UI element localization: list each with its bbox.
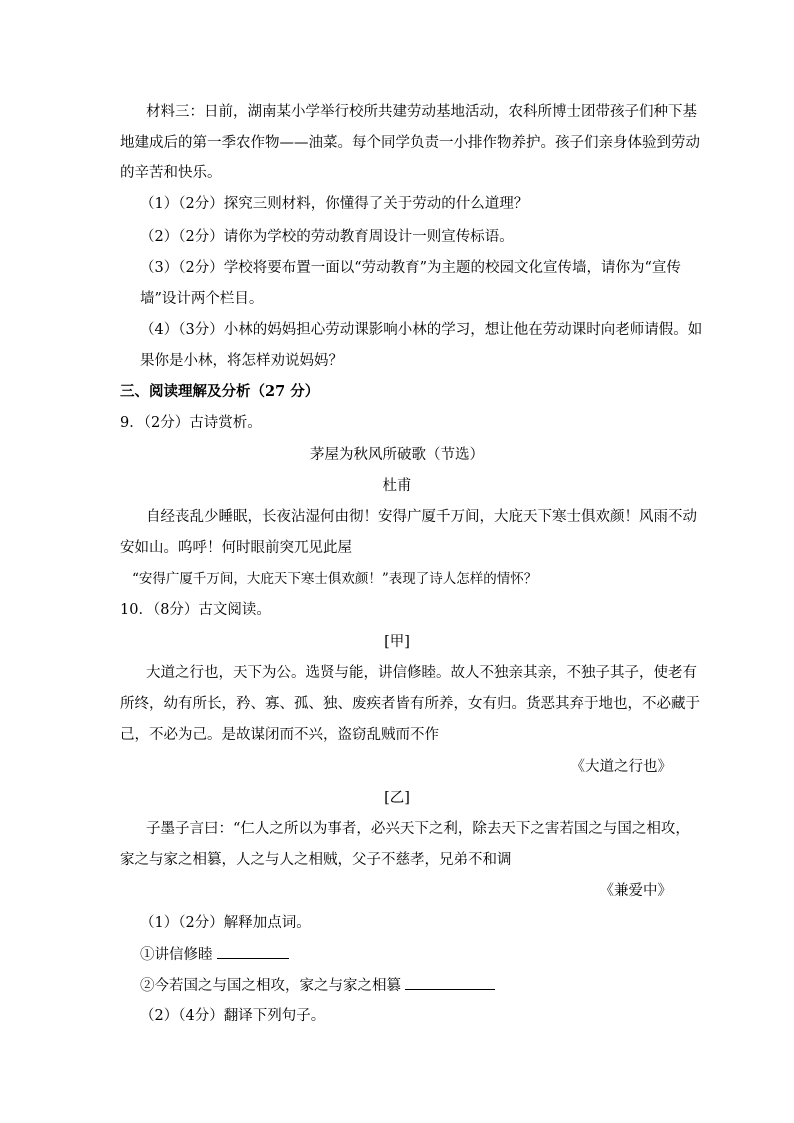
- poem-title: 茅屋为秋风所破歌（节选）: [310, 447, 484, 463]
- yi-source: 《兼爱中》: [599, 883, 672, 899]
- material3-line2: 地建成后的第一季农作物——油菜。每个同学负责一小排作物养护。孩子们亲身体验到劳动: [120, 135, 700, 151]
- q9-stem: 9．（2分）古诗赏析。: [120, 415, 262, 431]
- answer-blank-1[interactable]: [217, 944, 289, 959]
- jia-line2: 所终，幼有所长，矜、寡、孤、独、废疾者皆有所养，女有归。货恶其弃于地也，不必藏于: [120, 696, 700, 712]
- q8-sub1: （1）（2分）探究三则材料，你懂得了关于劳动的什么道理？: [140, 196, 529, 212]
- yi-line1: 子墨子言曰：“仁人之所以为事者，必兴天下之利，除去天下之害若国之与国之相攻，: [146, 821, 690, 837]
- poem-author: 杜甫: [382, 478, 412, 494]
- q8-sub2: （2）（2分）请你为学校的劳动教育周设计一则宣传标语。: [140, 229, 514, 245]
- jia-label: [甲]: [384, 634, 410, 650]
- yi-label: [乙]: [384, 790, 410, 806]
- q10-sub1-item2-row: [140, 975, 495, 996]
- q10-sub2: （2）（4分）翻译下列句子。: [140, 1008, 326, 1024]
- section3-heading: 三、阅读理解及分析（27 分）: [120, 383, 320, 400]
- q8-sub4-line1: （4）（3分）小林的妈妈担心劳动课影响小林的学习，想让他在劳动课时向老师请假。如: [140, 322, 703, 338]
- q10-sub1-item1-row: [140, 944, 289, 965]
- q8-sub3-line1: （3）（2分）学校将要布置一面以“劳动教育”为主题的校园文化宣传墙，请你为“宣传: [140, 260, 681, 276]
- poem-line2: 安如山。呜呼！何时眼前突兀见此屋: [120, 540, 352, 556]
- q8-sub3-line2: 墙”设计两个栏目。: [140, 291, 264, 307]
- q10-sub1-item2: ②今若国之与国之相攻，家之与家之相篡: [140, 978, 401, 994]
- q8-sub4-line2: 果你是小林，将怎样劝说妈妈？: [140, 353, 343, 369]
- jia-source: 《大道之行也》: [570, 759, 672, 775]
- material3-line1: 材料三：日前，湖南某小学举行校所共建劳动基地活动，农科所博士团带孩子们种下基: [146, 104, 697, 120]
- q9-question: “安得广厦千万间，大庇天下寒士俱欢颜！”表现了诗人怎样的情怀？: [132, 571, 538, 587]
- q10-sub1: （1）（2分）解释加点词。: [140, 915, 311, 931]
- jia-line3: 己，不必为己。是故谋闭而不兴，盗窃乱贼而不作: [120, 727, 439, 743]
- q10-sub1-item1: ①讲信修睦: [140, 947, 213, 963]
- answer-blank-2[interactable]: [405, 975, 495, 990]
- jia-line1: 大道之行也，天下为公。选贤与能，讲信修睦。故人不独亲其亲，不独子其子，使老有: [146, 665, 697, 681]
- poem-line1: 自经丧乱少睡眠，长夜沾湿何由彻！安得广厦千万间，大庇天下寒士俱欢颜！风雨不动: [146, 509, 697, 525]
- yi-line2: 家之与家之相篡，人之与人之相贼，父子不慈孝，兄弟不和调: [120, 852, 512, 868]
- material3-line3: 的辛苦和快乐。: [120, 165, 222, 181]
- q10-stem: 10．（8分）古文阅读。: [120, 602, 271, 618]
